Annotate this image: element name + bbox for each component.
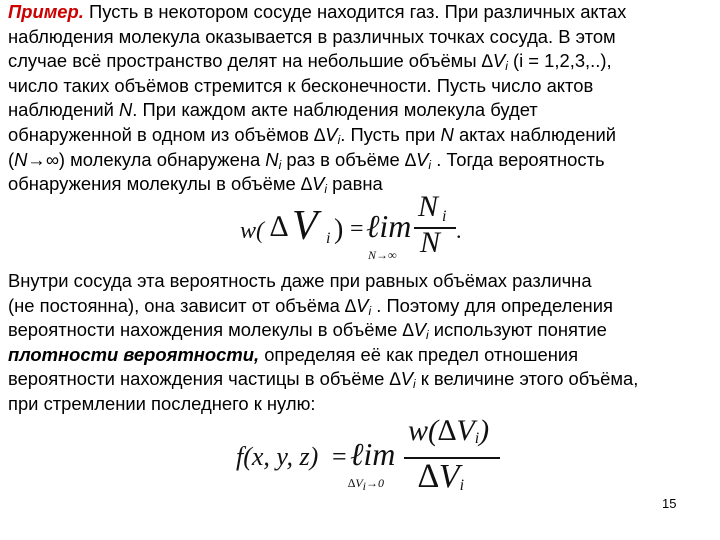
formula2-denominator: $\Delta V_i$ (418, 458, 465, 495)
formula2-lim: ℓim (350, 436, 396, 472)
paragraph-intro (8, 0, 714, 197)
formula2-lim-under: $\Delta V_i\to 0$ (348, 476, 385, 493)
line-5: наблюдений N. При каждом акте наблюдения молекула будет (8, 99, 538, 121)
formula1-lhs-v: V (292, 203, 318, 249)
formula1-numerator: N (418, 190, 439, 223)
formula1-equals: = (350, 216, 364, 242)
paragraph-density (8, 269, 714, 417)
formula1-lhs-sub: i (326, 230, 331, 247)
line-2: наблюдения молекула оказывается в различных точках сосуда. В этом (8, 25, 616, 47)
term-probability-density: плотности вероятности, (8, 343, 260, 365)
formula1-lim-under: N→∞ (368, 248, 397, 262)
line-9: Внутри сосуда эта вероятность даже при равных объёмах различна (8, 270, 592, 291)
formula1-lhs-close: ) (334, 214, 344, 245)
formula1-lhs-func: w( (240, 218, 264, 244)
line-10: (не постоянна), она зависит от объёма $\Delta V_i$ . Поэтому для определения (8, 294, 613, 318)
line-1: Пример. Пусть в некотором сосуде находится газ. При различных актах (8, 1, 627, 22)
formula2-lhs: f(x, y, z) (236, 442, 319, 471)
line-3: случае всё пространство делят на небольшие объёмы $\Delta V_i$ (i = 1,2,3,..), (8, 50, 612, 74)
formula1-dot: . (456, 218, 462, 243)
page-number: 15 (662, 496, 677, 511)
line-7: (N→∞) молекула обнаружена $N_i$ раз в объёме $\Delta V_i$ . Тогда вероятность (8, 148, 605, 172)
example-label: Пример. (8, 1, 84, 22)
line-13: вероятности нахождения частицы в объёме $\Delta V_i$ к величине этого объёма, (8, 368, 639, 392)
formula-probability (240, 190, 480, 266)
line-14: при стремлении последнего к нулю: (8, 392, 316, 414)
formula1-lhs-delta: ∆ (270, 210, 289, 243)
line-12: плотности вероятности, определяя её как предел отношения (8, 343, 579, 365)
line-4: число таких объёмов стремится к бесконечности. Пусть число актов (8, 74, 594, 96)
formula2-equals: = (332, 442, 347, 471)
formula1-lim: ℓim (366, 208, 412, 244)
formula1-denominator: N (420, 226, 441, 259)
formula1-numerator-sub: i (442, 208, 447, 225)
line-11: вероятности нахождения молекулы в объёме $\Delta V_i$ используют понятие (8, 319, 607, 343)
formula2-numerator: $w(\Delta V_i)$ (408, 414, 490, 447)
formula-density (236, 412, 506, 502)
line-8: обнаружения молекулы в объёме $\Delta V_i$ равна (8, 173, 383, 197)
line-6: обнаруженной в одном из объёмов $\Delta V_i$. Пусть при N актах наблюдений (8, 123, 617, 147)
